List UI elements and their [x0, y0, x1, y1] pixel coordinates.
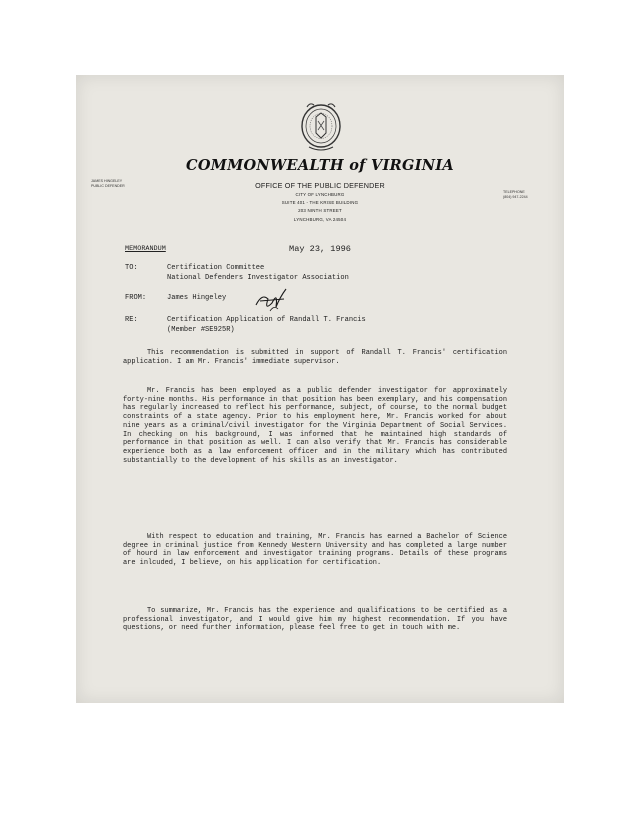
office-citystate: LYNCHBURG, VA 24504 — [293, 216, 347, 222]
handwritten-signature — [254, 285, 288, 315]
paragraph-1: This recommendation is submitted in support of Randall T. Francis' certification application. I am Mr. Francis' immediate supervisor. — [123, 349, 507, 366]
virginia-seal-icon — [296, 97, 346, 155]
letterhead-address — [76, 181, 564, 224]
defender-name: JAMES HINGELEY — [91, 179, 123, 183]
defender-role: PUBLIC DEFENDER — [91, 184, 125, 188]
re-line-2: (Member #SE925R) — [167, 326, 235, 334]
paragraph-2: Mr. Francis has been employed as a public defender investigator for approximately forty-nine months. His performance in that position has been exemplary, and his compensation has regularly increased to reflect his performance, subject, of course, to the normal budget constraints of a state agency. Prior to his employment here, Mr. Francis worked for about nine years as a criminal/civil investigator for the Virginia Department of Social Services. In checking on his background, I was informed that he maintained high standards of performance in that position as well. I can also verify that Mr. Francis has considerable experience both as a law enforcement officer and in the military which has contributed substantially to the development of his skills as an investigator. — [123, 387, 507, 465]
memo-page — [76, 75, 564, 703]
office-suite: SUITE 401 - THE KRISE BUILDING — [281, 200, 359, 206]
office-street: 203 NINTH STREET — [298, 208, 342, 214]
office-name: OFFICE OF THE PUBLIC DEFENDER — [255, 181, 385, 190]
letterhead-title: COMMONWEALTH of VIRGINIA — [186, 157, 454, 174]
from-label: FROM: — [125, 294, 147, 302]
phone-label: TELEPHONE — [503, 190, 525, 194]
to-line-2: National Defenders Investigator Association — [167, 274, 349, 282]
memo-date: May 23, 1996 — [289, 244, 351, 254]
re-label: RE: — [125, 316, 138, 324]
re-line-1: Certification Application of Randall T. Francis — [167, 316, 366, 324]
to-label: TO: — [125, 264, 138, 272]
to-line-1: Certification Committee — [167, 264, 265, 272]
from-value: James Hingeley — [167, 294, 227, 302]
phone-number: (804) 947-2244 — [503, 195, 528, 199]
paragraph-3: With respect to education and training, Mr. Francis has earned a Bachelor of Science degree in criminal justice from Kennedy Western University and has completed a large number of hourd in law enforcement and investigator training programs. Details of these programs are inlcuded, I believe, on his application for certification. — [123, 533, 507, 568]
memo-label: MEMORANDUM — [125, 245, 166, 253]
paragraph-4: To summarize, Mr. Francis has the experience and qualifications to be certified as a professional investigator, and I would give him my highest recommendation. If you have questions, or need further information, please feel free to get in touch with me. — [123, 607, 507, 633]
office-city: CITY OF LYNCHBURG — [295, 192, 345, 197]
